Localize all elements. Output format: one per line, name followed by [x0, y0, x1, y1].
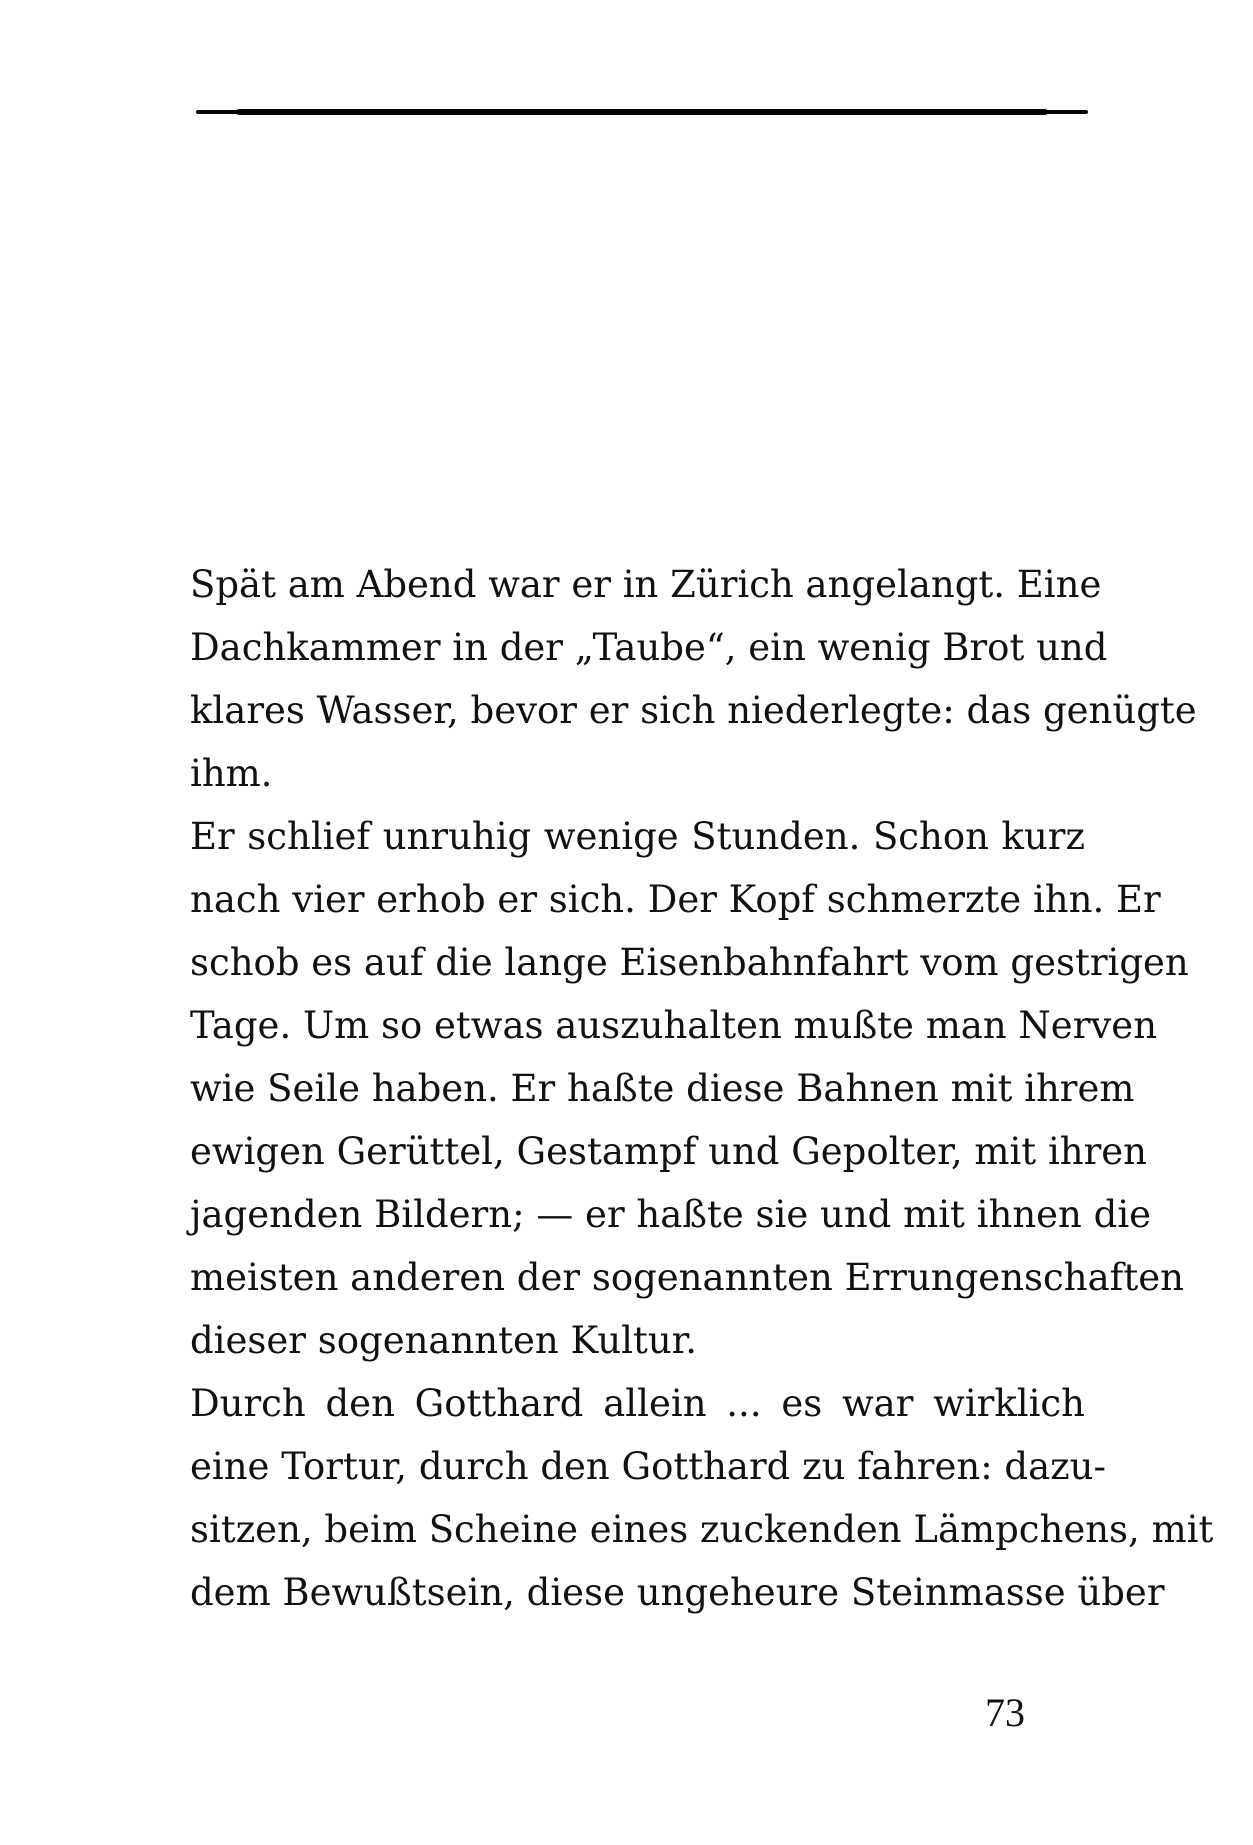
text-line: Er schlief unruhig wenige Stunden. Schon kurz [190, 815, 1085, 858]
text-line: klares Wasser, bevor er sich niederlegte: das genügte [190, 689, 1197, 732]
text-line: Durch den Gotthard allein ... es war wirklich [190, 1382, 1085, 1425]
text-line: meisten anderen der sogenannten Errungenschaften [190, 1256, 1184, 1299]
text-line: dieser sogenannten Kultur. [190, 1319, 698, 1362]
text-line: eine Tortur, durch den Gotthard zu fahren: dazu- [190, 1445, 1106, 1488]
text-line: ewigen Gerüttel, Gestampf und Gepolter, mit ihren [190, 1130, 1148, 1173]
text-line: jagenden Bildern; — er haßte sie und mit ihnen die [190, 1193, 1152, 1236]
text-line: nach vier erhob er sich. Der Kopf schmerzte ihn. Er [190, 878, 1161, 921]
text-line: Tage. Um so etwas auszuhalten mußte man Nerven [190, 1004, 1158, 1047]
text-line: dem Bewußtsein, diese ungeheure Steinmasse über [190, 1571, 1165, 1614]
text-line: Dachkammer in der „Taube“, ein wenig Brot und [190, 626, 1108, 669]
text-line: wie Seile haben. Er haßte diese Bahnen mit ihrem [190, 1067, 1135, 1110]
page-number: 73 [985, 1690, 1025, 1735]
text-line: ihm. [190, 752, 273, 795]
text-line: schob es auf die lange Eisenbahnfahrt vom gestrigen [190, 941, 1189, 984]
header-rule [196, 110, 1088, 114]
body-text [190, 553, 1214, 1624]
text-line: Spät am Abend war er in Zürich angelangt. Eine [190, 563, 1102, 606]
text-line: sitzen, beim Scheine eines zuckenden Lämpchens, mit [190, 1508, 1214, 1551]
